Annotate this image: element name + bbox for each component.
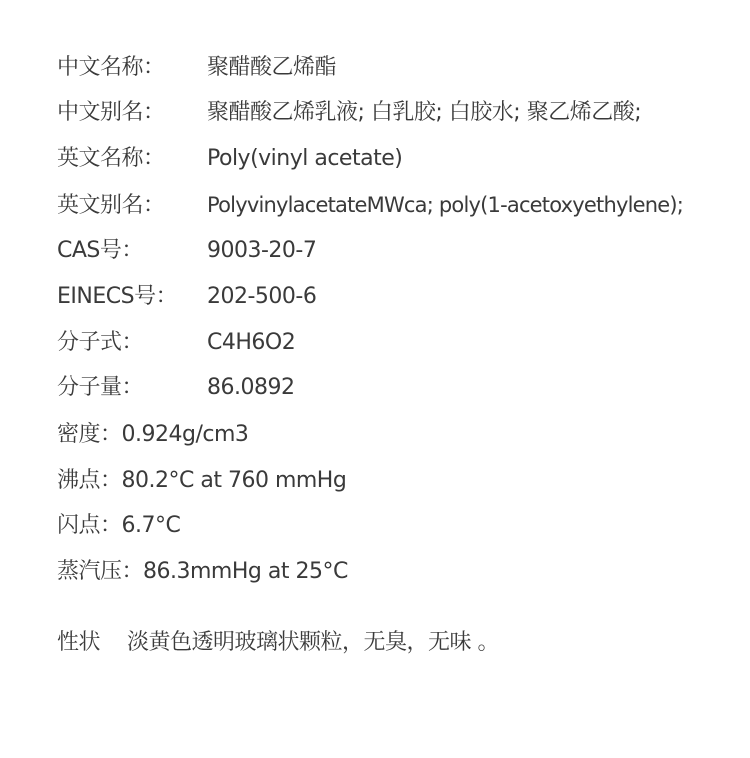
cas-number-label: CAS号： xyxy=(57,238,143,263)
boiling-point-value: 80.2°C at 760 mmHg xyxy=(121,468,347,493)
molecular-weight-label: 分子量： xyxy=(57,375,144,400)
appearance-label: 性状 xyxy=(57,630,101,655)
row-chinese-name xyxy=(57,52,336,84)
einecs-number-value: 202-500-6 xyxy=(207,284,317,309)
english-name-label: 英文名称： xyxy=(57,146,165,171)
vapor-pressure-label: 蒸汽压： xyxy=(57,559,144,584)
row-molecular-formula xyxy=(57,327,295,359)
english-name-value: Poly(vinyl acetate) xyxy=(207,146,403,171)
row-chinese-alias xyxy=(57,97,641,129)
english-alias-value: PolyvinylacetateMWca; poly(1-acetoxyethylene); xyxy=(207,193,684,217)
cas-number-value: 9003-20-7 xyxy=(207,238,317,263)
appearance-value: 淡黄色透明玻璃状颗粒，无臭，无味 。 xyxy=(127,630,499,655)
density-value: 0.924g/cm3 xyxy=(121,422,249,447)
row-einecs-number xyxy=(57,281,316,313)
row-vapor-pressure xyxy=(57,556,348,588)
row-english-name xyxy=(57,143,402,175)
flash-point-value: 6.7°C xyxy=(121,513,181,538)
molecular-weight-value: 86.0892 xyxy=(207,375,295,400)
vapor-pressure-value: 86.3mmHg at 25°C xyxy=(143,559,348,584)
chinese-alias-value: 聚醋酸乙烯乳液; 白乳胶; 白胶水; 聚乙烯乙酸; xyxy=(207,100,642,125)
chinese-name-value: 聚醋酸乙烯酯 xyxy=(207,55,337,80)
molecular-formula-label: 分子式： xyxy=(57,330,144,355)
row-molecular-weight xyxy=(57,372,294,404)
row-boiling-point xyxy=(57,465,346,497)
row-cas-number xyxy=(57,235,316,267)
boiling-point-label: 沸点： xyxy=(57,468,122,493)
row-flash-point xyxy=(57,510,180,542)
row-english-alias xyxy=(57,189,683,221)
einecs-number-label: EINECS号： xyxy=(57,284,178,309)
row-density xyxy=(57,419,248,451)
flash-point-label: 闪点： xyxy=(57,513,122,538)
chinese-name-label: 中文名称： xyxy=(57,55,165,80)
molecular-formula-value: C4H6O2 xyxy=(207,330,296,355)
english-alias-label: 英文别名： xyxy=(57,193,165,218)
density-label: 密度： xyxy=(57,422,122,447)
row-appearance xyxy=(57,627,499,659)
chinese-alias-label: 中文别名： xyxy=(57,100,165,125)
